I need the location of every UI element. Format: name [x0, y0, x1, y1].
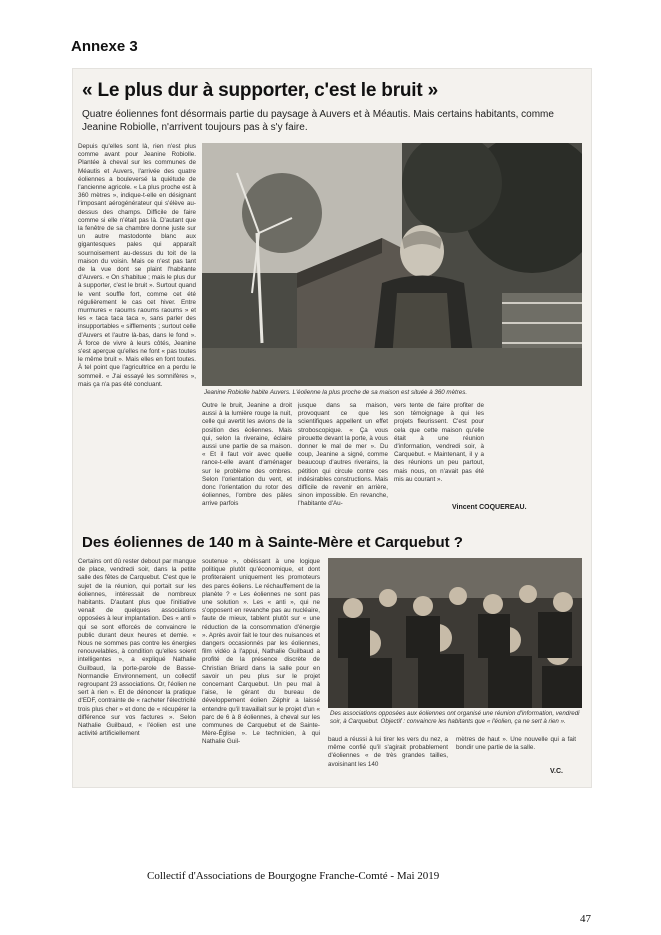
- article2-photo-caption: Des associations opposées aux éoliennes ont organisé une réunion d'information, vendredi soir, à Carquebut. Objectif : convaincre les habitants que « l'éolien, ça ne sert à rien ».: [330, 710, 580, 725]
- article2-headline: Des éoliennes de 140 m à Sainte-Mère et Carquebut ?: [82, 534, 463, 551]
- article1-headline: « Le plus dur à supporter, c'est le bruit »: [82, 80, 438, 101]
- article1-column-4: vers tente de faire profiter de son témoignage à qui les projets fleurissent. C'est pour cela que cette maison qu'elle était à une réunion d'information, vendredi soir, à Carquebut. « Maintenant, il y a des réunions un peu partout, mais nous, on n'avait pas été mis au courant ».: [394, 402, 484, 483]
- article1-column-3: jusque dans sa maison, provoquant ce que les scientifiques appellent un effet stroboscopique. « Ça vous pirouette devant la porte, à vous donner le mal de mer ». Du coup, Jeanine a signé, comme beaucoup d'autres riverains, la pétition qui circule contre ces indésirables constructions. Mais difficile de revenir en arrière, sinon impossible. En revanche, l'habitante d'Au-: [298, 402, 388, 508]
- page-footer: Collectif d'Associations de Bourgogne Franche-Comté - Mai 2019: [147, 870, 440, 882]
- article1-lead: Quatre éoliennes font désormais partie du paysage à Auvers et à Méautis. Mais certains habitants, comme Jeanine Robiolle, n'arrivent toujours pas à s'y faire.: [82, 109, 554, 133]
- page-number: 47: [580, 913, 591, 925]
- article2-column-3: baud a réussi à lui tirer les vers du nez, a même confié qu'il s'agirait probablement d'éoliennes « de très grandes tailles, avoisinant les 140: [328, 736, 448, 768]
- article2-column-2: soutenue », obéissant à une logique politique plutôt qu'économique, et dont profiteraient uniquement les promoteurs des parcs éoliens. Le réchauffement de la planète ? « Les éoliennes ne sont pas une solution ». Les « anti », qui ne s'opposent en revanche pas au nucléaire, faute de mieux, tablent plutôt sur « une réduction de la consommation d'énergie ». Après avoir fait le tour des nuisances et dangers occasionnés par les éoliennes, film vidéo à l'appui, Nathalie Guilbaud a profité de la présence discrète de Christian Briard dans la salle pour en savoir un peu plus sur le projet concernant Carquebut. Un peu mal à l'aise, le gérant du bureau de développement éolien Zéphir a laissé entendre qu'il travaillait sur le projet d'un « parc de 6 à 8 éoliennes, à cheval sur les communes de Carquebut et de Sainte-Mère-Église ». Le technicien, à qui Nathalie Guil-: [202, 558, 320, 746]
- article1-column-1: Depuis qu'elles sont là, rien n'est plus comme avant pour Jeanine Robiolle. Plantée à cheval sur les communes de Méautis et Auvers, l'arrivée des quatre éoliennes a bouleversé la quiétude de l'ancienne agricole. « La plus proche est à 360 mètres », indique-t-elle en désignant l'imposant aérogénérateur qui s'élève au-dessus des champs. Difficile de faire comme si elle n'était pas là. D'autant que la fenêtre de sa chambre donne juste sur un autre mastodonte blanc aux gigantesques pales qui apparaît sournoisement au-dessus du toit de la maison du voisin. Mais ce n'est pas tant de la vue dont se plaint l'habitante d'Auvers. « On s'habitue ; mais le plus dur à supporter, c'est le bruit ». Surtout quand le vent souffle fort, comme cet été régulièrement le cas cet hiver. Entre murmures « raoums raoums raoums » et les « taca taca taca », sans parler des insupportables « sifflements ; surtout celle d'Auvers et l'autre là-bas, dans le fond ». À force de vivre à leurs côtés, Jeanine s'est aperçue qu'elles ne font « pas toutes le même bruit ». Mais elles en font toutes. À tel point que l'agricultrice en a perdu le sommeil. « J'ai essayé les somnifères », mais ça n'a pas été concluant.: [78, 143, 196, 388]
- article1-column-2: Outre le bruit, Jeanine a droit aussi à la lumière rouge la nuit, celle qui avertit les avions de la position des éoliennes. Mais qui, selon la riveraine, éclaire aussi une partie de sa maison. « Et il faut voir avec quelle rance-t-elle avant d'aménager sur le problème des ombres. Selon l'orientation du vent, et donc l'orientation du rotor des éoliennes, l'ombre des pâles arrive parfois: [202, 402, 292, 508]
- article1-photo: [202, 143, 582, 386]
- article2-signature: V.C.: [550, 768, 563, 775]
- article2-photo: [328, 558, 582, 708]
- article1-photo-caption: Jeanine Robiolle habite Auvers. L'éolienne la plus proche de sa maison est située à 360 mètres.: [204, 389, 468, 396]
- article2-column-1: Certains ont dû rester debout par manque de place, vendredi soir, dans la petite salle des fêtes de Carquebut. C'est que le sujet de la réunion, qui portait sur les éoliennes, intéressait de nombreux habitants. D'autant plus que l'initiative venait de quelques associations opposées à leur implantation. Des « anti » qui se sont efforcés de convaincre le public durant deux heures et demie. « Nous ne sommes pas contre les énergies renouvelables, à condition qu'elles soient intelligentes », a expliqué Nathalie Guilbaud, la porte-parole de Basse-Normandie Environnement, un collectif regroupant 23 associations. Or, l'éolien ne sert à rien ». Et de dénoncer la pratique d'EDF, contrainte de « racheter l'électricité trois plus cher » et donc de « récupérer la différence sur vos factures ». Selon Nathalie Guilbaud, « l'éolien est une activité artificiellement: [78, 558, 196, 738]
- article2-column-4: mètres de haut ». Une nouvelle qui a fait bondir une partie de la salle.: [456, 736, 576, 752]
- article1-signature: Vincent COQUEREAU.: [452, 504, 527, 511]
- newspaper-clipping: [72, 68, 592, 788]
- annexe-title: Annexe 3: [71, 38, 138, 55]
